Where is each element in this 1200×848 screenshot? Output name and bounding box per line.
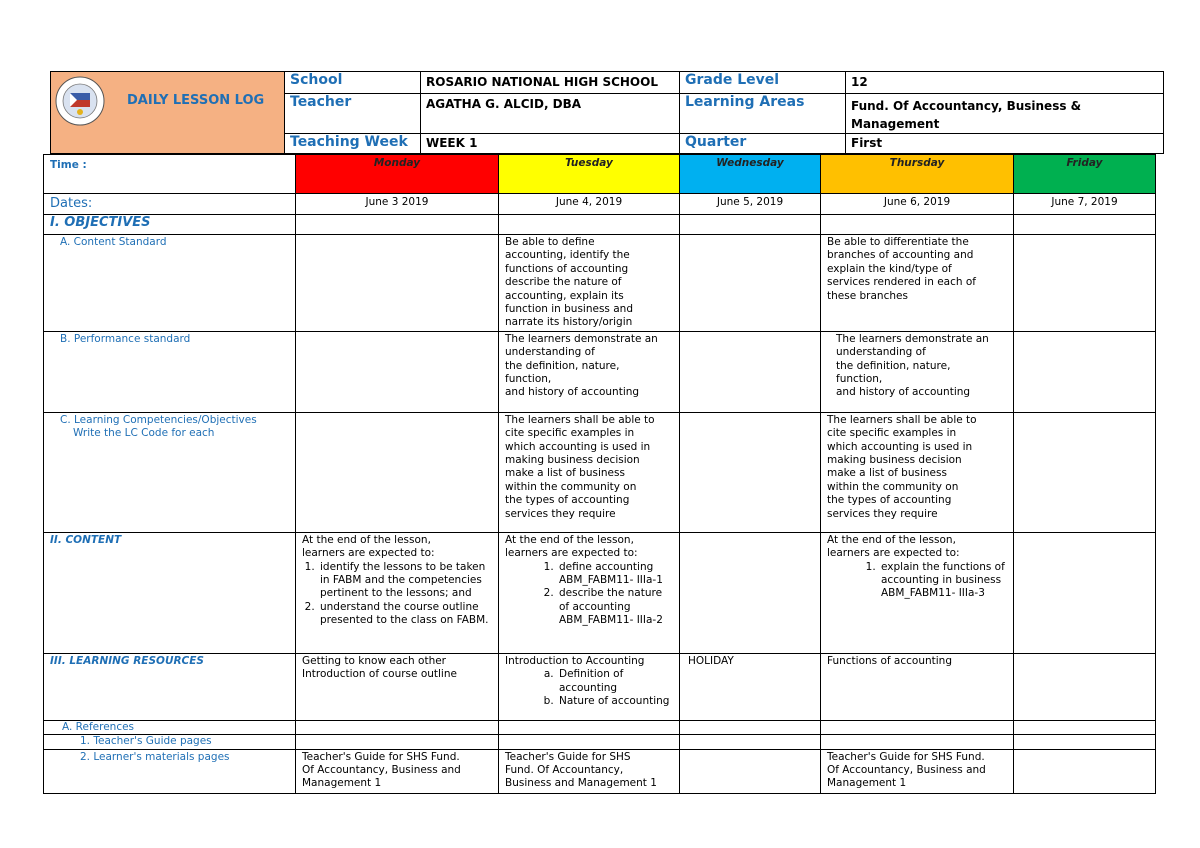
- performance-standard-tuesday: The learners demonstrate an understanding of the definition, nature, function, and history of accounting: [499, 331, 680, 412]
- resources-tuesday-item: b. Nature of accounting: [557, 695, 673, 708]
- content-standard-row: [44, 235, 1156, 332]
- content-thursday-intro: At the end of the lesson, learners are expected to:: [827, 533, 960, 560]
- performance-standard-row: [44, 331, 1156, 412]
- learning-areas-value: Fund. Of Accountancy, Business & Management: [846, 94, 1164, 134]
- monday-date: June 3 2019: [296, 194, 499, 215]
- thursday-header: Thursday: [821, 155, 1014, 194]
- school-label: School: [285, 72, 421, 94]
- day-header-row: [44, 155, 1156, 194]
- content-row: [44, 532, 1156, 653]
- thursday-date: June 6, 2019: [821, 194, 1014, 215]
- competencies-tuesday: The learners shall be able to cite specific examples in which accounting is used in making business decision make a list of business within the community on the types of accounting services they require: [499, 412, 680, 532]
- wednesday-date: June 5, 2019: [680, 194, 821, 215]
- content-standard-label: A. Content Standard: [44, 235, 296, 332]
- friday-date: June 7, 2019: [1014, 194, 1156, 215]
- learners-materials-thursday: Teacher's Guide for SHS Fund. Of Accountancy, Business and Management 1: [821, 749, 1014, 793]
- resources-thursday: Functions of accounting: [821, 653, 1014, 720]
- grade-level-value: 12: [846, 72, 1164, 94]
- deped-seal-icon: [55, 76, 105, 126]
- content-monday-item: 2. understand the course outline presented to the class on FABM.: [318, 601, 492, 628]
- content-thursday-item: 1. explain the functions of accounting in business ABM_FABM11- IIIa-3: [879, 561, 1007, 601]
- objectives-heading: I. OBJECTIVES: [44, 215, 296, 235]
- daily-lesson-log-title: DAILY LESSON LOG: [127, 93, 265, 108]
- competencies-cell: [44, 412, 296, 532]
- performance-standard-label: B. Performance standard: [44, 331, 296, 412]
- learners-materials-row: [44, 749, 1156, 793]
- content-tuesday: [499, 532, 680, 653]
- content-tuesday-intro: At the end of the lesson, learners are expected to:: [505, 533, 638, 560]
- resources-heading: III. LEARNING RESOURCES: [44, 653, 296, 720]
- performance-standard-thursday: The learners demonstrate an understanding of the definition, nature, function, and history of accounting: [821, 331, 1014, 412]
- teacher-value: AGATHA G. ALCID, DBA: [421, 94, 680, 134]
- teaching-week-label: Teaching Week: [285, 134, 421, 154]
- content-tuesday-item: 1. define accounting ABM_FABM11- IIIa-1: [557, 561, 673, 588]
- quarter-label: Quarter: [680, 134, 846, 154]
- tuesday-date: June 4, 2019: [499, 194, 680, 215]
- time-label: Time :: [44, 155, 296, 194]
- competencies-row: [44, 412, 1156, 532]
- learners-materials-monday: Teacher's Guide for SHS Fund. Of Accountancy, Business and Management 1: [296, 749, 499, 793]
- references-row: [44, 720, 1156, 734]
- content-monday-intro: At the end of the lesson, learners are expected to:: [302, 533, 435, 560]
- resources-tuesday-title: Introduction to Accounting: [505, 654, 645, 667]
- content-heading: II. CONTENT: [44, 532, 296, 653]
- logo-cell: [51, 72, 285, 154]
- tuesday-header: Tuesday: [499, 155, 680, 194]
- resources-monday: Getting to know each other Introduction of course outline: [296, 653, 499, 720]
- wednesday-header: Wednesday: [680, 155, 821, 194]
- content-monday: [296, 532, 499, 653]
- content-standard-thursday: Be able to differentiate the branches of accounting and explain the kind/type of services rendered in each of these branches: [821, 235, 1014, 332]
- lesson-log-table: [43, 154, 1156, 794]
- learning-areas-label: Learning Areas: [680, 94, 846, 134]
- resources-wednesday: HOLIDAY: [680, 653, 821, 720]
- competencies-sublabel: Write the LC Code for each: [73, 427, 215, 440]
- teaching-week-value: WEEK 1: [421, 134, 680, 154]
- quarter-value: First: [846, 134, 1164, 154]
- resources-row: [44, 653, 1156, 720]
- competencies-label: C. Learning Competencies/Objectives: [60, 413, 257, 426]
- teachers-guide-label: 1. Teacher's Guide pages: [44, 735, 296, 749]
- monday-header: Monday: [296, 155, 499, 194]
- objectives-heading-row: [44, 215, 1156, 235]
- references-label: A. References: [44, 720, 296, 734]
- learners-materials-label: 2. Learner's materials pages: [44, 749, 296, 793]
- dates-label: Dates:: [44, 194, 296, 215]
- header-table: [50, 71, 1164, 154]
- grade-level-label: Grade Level: [680, 72, 846, 94]
- content-monday-item: 1. identify the lessons to be taken in FABM and the competencies pertinent to the lessons; and: [318, 561, 492, 601]
- school-value: ROSARIO NATIONAL HIGH SCHOOL: [421, 72, 680, 94]
- friday-header: Friday: [1014, 155, 1156, 194]
- content-tuesday-item: 2. describe the nature of accounting ABM_FABM11- IIIa-2: [557, 587, 673, 627]
- competencies-thursday: The learners shall be able to cite specific examples in which accounting is used in making business decision make a list of business within the community on the types of accounting services they require: [821, 412, 1014, 532]
- content-thursday: [821, 532, 1014, 653]
- teachers-guide-row: [44, 735, 1156, 749]
- teacher-label: Teacher: [285, 94, 421, 134]
- resources-tuesday: [499, 653, 680, 720]
- learners-materials-tuesday: Teacher's Guide for SHS Fund. Of Accountancy, Business and Management 1: [499, 749, 680, 793]
- resources-tuesday-item: a. Definition of accounting: [557, 668, 673, 695]
- content-standard-tuesday: Be able to define accounting, identify the functions of accounting describe the nature of accounting, explain its function in business and narrate its history/origin: [499, 235, 680, 332]
- dates-row: [44, 194, 1156, 215]
